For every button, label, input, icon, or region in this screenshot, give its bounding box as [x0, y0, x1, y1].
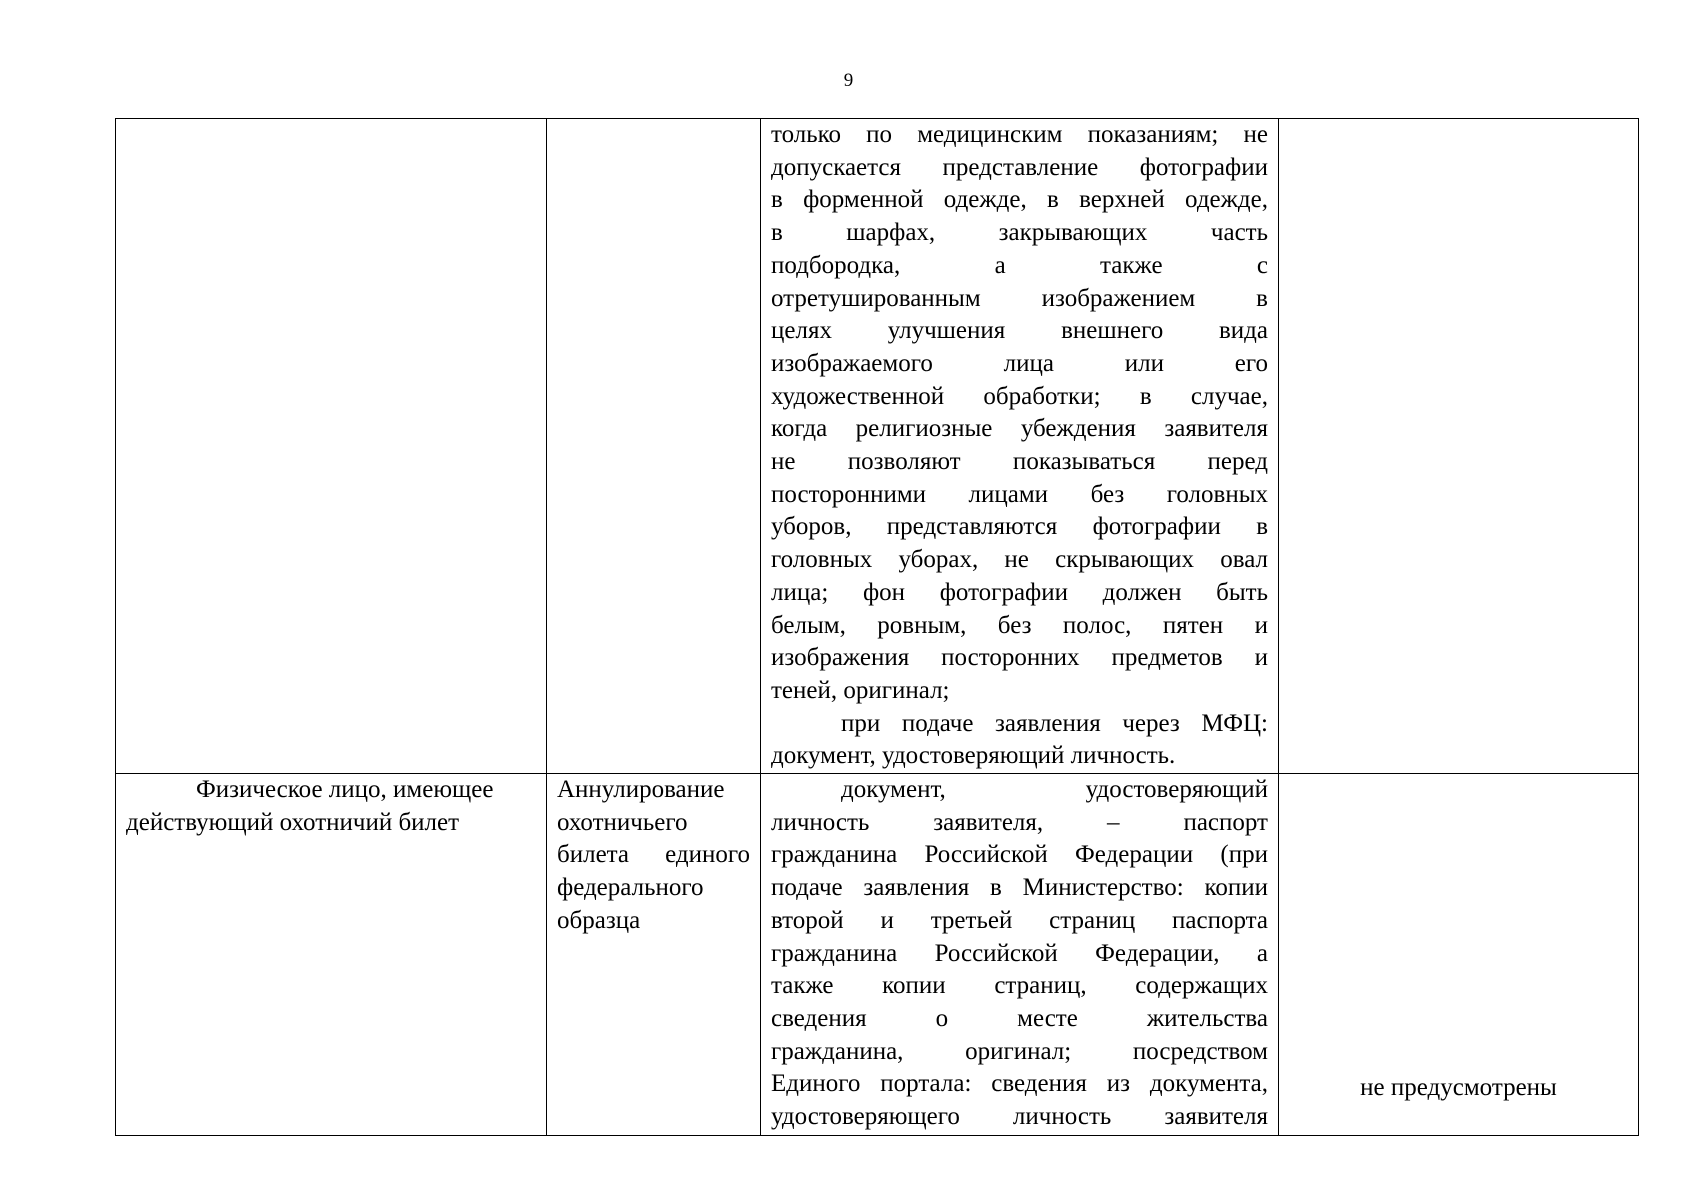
fee-cell — [1279, 774, 1639, 1136]
documents-line: белым, ровным, без полос, пятен и — [771, 611, 1268, 639]
table-row — [116, 774, 1639, 1136]
documents-line: документ, удостоверяющий личность. — [771, 742, 1176, 770]
documents-line: второй и третьей страниц паспорта — [771, 906, 1268, 934]
service-cell — [547, 119, 761, 774]
document-table — [115, 118, 1639, 1136]
documents-line: теней, оригинал; — [771, 676, 950, 704]
documents-line: гражданина Российской Федерации (при — [771, 841, 1268, 869]
documents-cell — [761, 119, 1279, 774]
documents-line: не позволяют показываться перед — [771, 448, 1268, 476]
applicant-cell — [116, 119, 547, 774]
service-cell — [547, 774, 761, 1136]
documents-line: посторонними лицами без головных — [771, 480, 1268, 508]
documents-line: сведения о месте жительства — [771, 1004, 1268, 1032]
documents-line: художественной обработки; в случае, — [771, 382, 1268, 410]
documents-line: в форменной одежде, в верхней одежде, — [771, 186, 1268, 214]
fee-text: не предусмотрены — [1360, 1074, 1557, 1102]
service-line: билета единого — [557, 841, 750, 869]
table-row — [116, 119, 1639, 774]
documents-line: гражданина, оригинал; посредством — [771, 1037, 1268, 1065]
documents-line: лица; фон фотографии должен быть — [771, 578, 1268, 606]
documents-line: только по медицинским показаниям; не — [771, 121, 1268, 148]
documents-line: уборов, представляются фотографии в — [771, 513, 1268, 541]
documents-line: головных уборах, не скрывающих овал — [771, 546, 1268, 574]
documents-line: документ, удостоверяющий — [841, 776, 1268, 804]
documents-line: подбородка, а также с — [771, 251, 1268, 279]
applicant-cell — [116, 774, 547, 1136]
applicant-line: Физическое лицо, имеющее — [196, 776, 494, 804]
service-line: Аннулирование — [557, 776, 725, 804]
documents-line: изображаемого лица или его — [771, 349, 1268, 377]
documents-line: допускается представление фотографии — [771, 153, 1268, 181]
documents-line: личность заявителя, – паспорт — [771, 808, 1268, 836]
documents-line: целях улучшения внешнего вида — [771, 317, 1268, 345]
applicant-line: действующий охотничий билет — [126, 808, 460, 836]
service-line: федерального — [557, 874, 704, 902]
service-line: охотничьего — [557, 808, 688, 836]
documents-line: удостоверяющего личность заявителя — [771, 1103, 1268, 1131]
documents-line: отретушированным изображением в — [771, 284, 1268, 312]
documents-line: также копии страниц, содержащих — [771, 972, 1268, 1000]
documents-line: в шарфах, закрывающих часть — [771, 219, 1268, 247]
documents-line: гражданина Российской Федерации, а — [771, 939, 1268, 967]
fee-cell — [1279, 119, 1639, 774]
documents-line: изображения посторонних предметов и — [771, 644, 1268, 672]
documents-line: когда религиозные убеждения заявителя — [771, 415, 1268, 443]
documents-line: при подаче заявления через МФЦ: — [841, 709, 1268, 737]
page-number: 9 — [843, 70, 854, 91]
documents-line: Единого портала: сведения из документа, — [771, 1070, 1268, 1098]
documents-line: подаче заявления в Министерство: копии — [771, 874, 1268, 902]
documents-cell — [761, 774, 1279, 1136]
service-line: образца — [557, 906, 641, 934]
